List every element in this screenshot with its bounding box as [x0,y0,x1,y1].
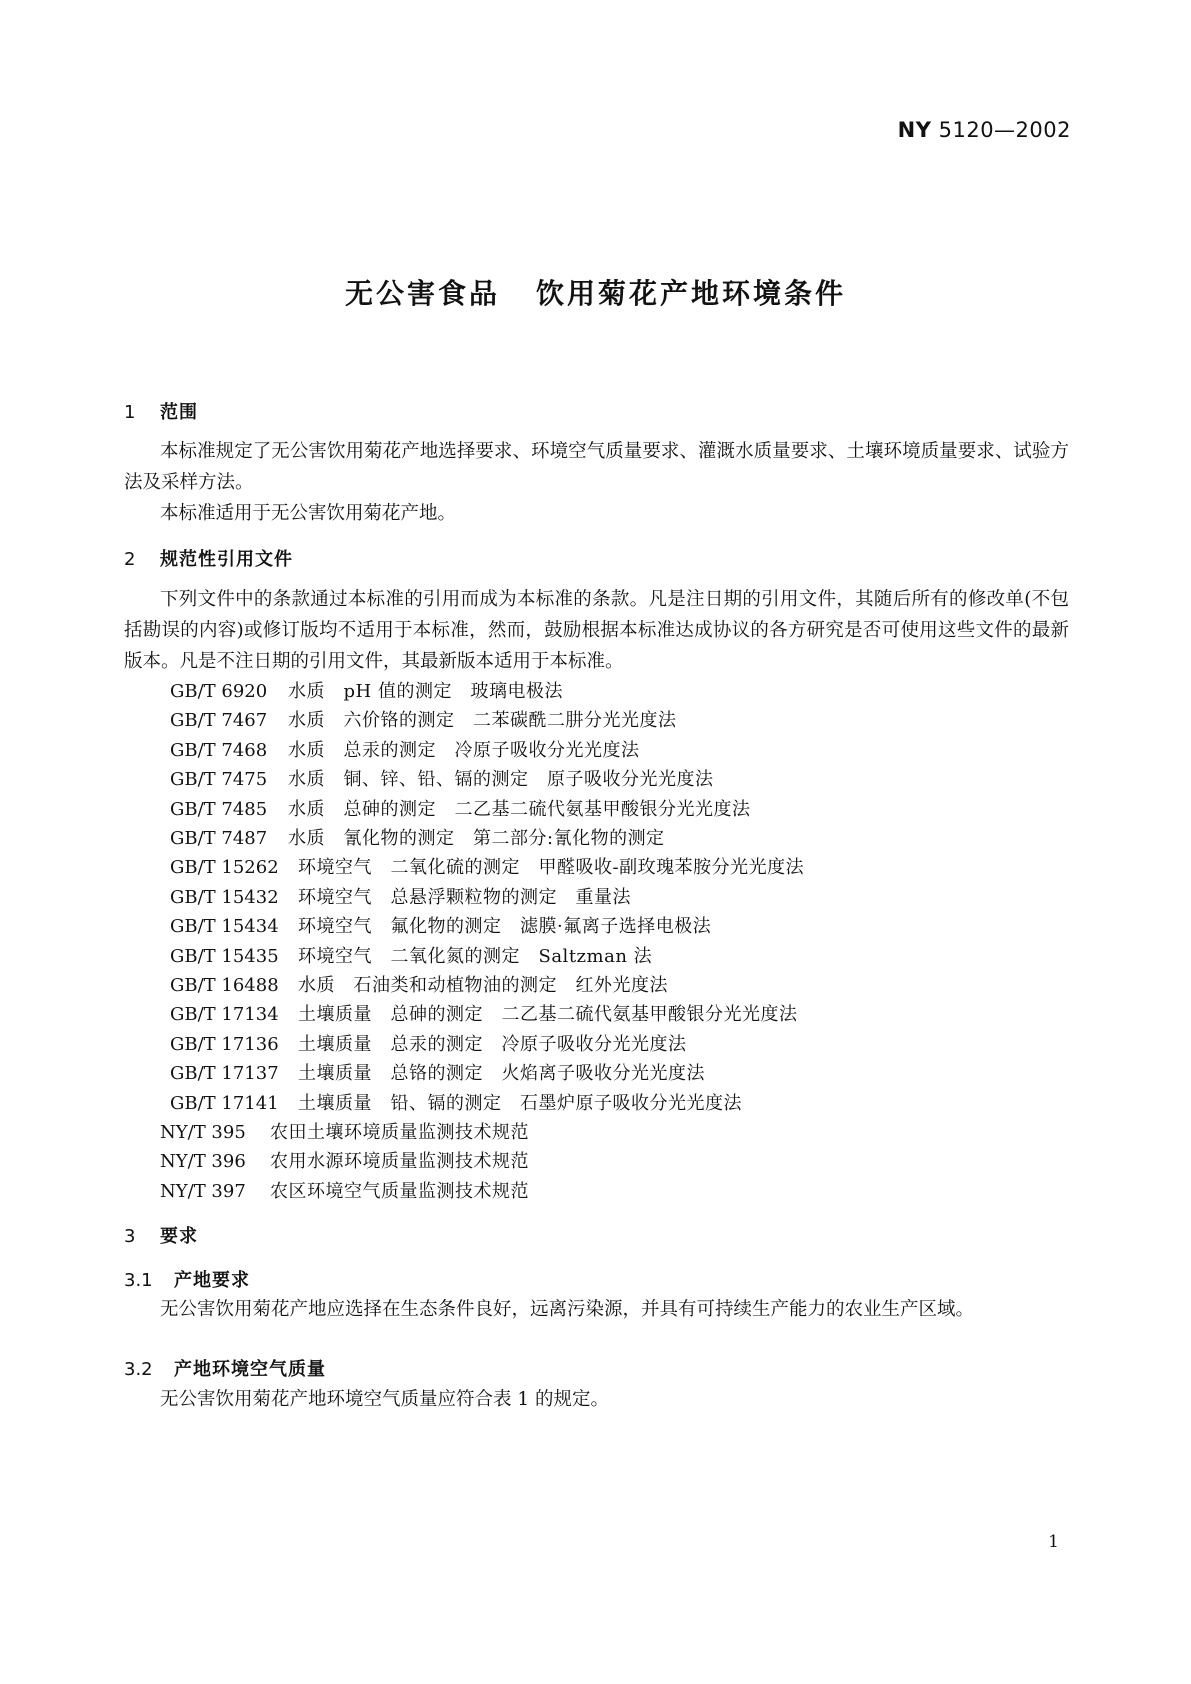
reference-title: 环境空气 二氧化硫的测定 甲醛吸收-副玫瑰苯胺分光光度法 [298,857,805,879]
reference-item [170,824,665,850]
reference-title: 土壤质量 总砷的测定 二乙基二硫代氨基甲酸银分光光度法 [298,1004,798,1026]
section-2-paragraph-1: 下列文件中的条款通过本标准的引用而成为本标准的条款。凡是注日期的引用文件，其随后所有的修改单(不包括勘误的内容)或修订版均不适用于本标准，然而，鼓励根据本标准达成协议的各方研究是否可使用这些文件的最新版本。凡是不注日期的引用文件，其最新版本适用于本标准。 [124,589,1069,672]
document-title [0,272,1191,312]
reference-title: 土壤质量 铅、镉的测定 石墨炉原子吸收分光光度法 [298,1092,742,1114]
reference-code: GB/T 7475 [170,769,268,791]
section-3-heading [124,1222,198,1248]
reference-code: GB/T 15432 [170,886,279,908]
section-3-title: 要求 [160,1226,198,1247]
reference-code: GB/T 7468 [170,739,268,761]
reference-item [170,1030,687,1056]
section-3-1-title: 产地要求 [174,1270,250,1291]
reference-item [170,883,631,909]
reference-code: NY/T 395 [160,1122,246,1143]
reference-code: GB/T 17134 [170,1004,279,1026]
reference-item [170,795,751,821]
reference-title: 农田土壤环境质量监测技术规范 [270,1122,529,1143]
reference-item [170,677,563,703]
reference-title: 水质 pH 值的测定 玻璃电极法 [288,681,563,702]
section-2-number: 2 [124,549,136,570]
section-1-title: 范围 [160,402,198,423]
section-3-1-number: 3.1 [124,1270,153,1291]
reference-item [160,1177,529,1203]
section-3-number: 3 [124,1226,136,1247]
reference-title: 水质 氰化物的测定 第二部分:氰化物的测定 [288,828,665,849]
reference-code: GB/T 17137 [170,1063,279,1085]
reference-item [170,706,677,732]
standard-code-prefix: NY [897,118,932,142]
reference-code: GB/T 16488 [170,975,279,996]
page-number: 1 [1048,1532,1059,1552]
section-3-1-heading [124,1266,250,1292]
section-1-number: 1 [124,402,136,423]
reference-item [170,1000,798,1026]
section-2-title: 规范性引用文件 [160,549,293,570]
section-1-paragraph-2: 本标准适用于无公害饮用菊花产地。 [160,503,457,524]
reference-item [160,1118,529,1144]
reference-code: NY/T 396 [160,1151,246,1173]
reference-item [170,912,711,938]
reference-code: GB/T 7485 [170,798,268,820]
reference-title: 水质 六价铬的测定 二苯碳酰二肼分光光度法 [288,710,677,732]
section-3-2-heading [124,1355,326,1381]
standard-code [898,118,1071,142]
standard-code-number: 5120—2002 [938,118,1071,142]
reference-title: 水质 总汞的测定 冷原子吸收分光光度法 [288,739,640,761]
reference-item [170,853,804,879]
reference-code: NY/T 397 [160,1180,246,1202]
section-2-heading [124,545,293,571]
section-3-2-number: 3.2 [124,1359,153,1380]
reference-title: 土壤质量 总汞的测定 冷原子吸收分光光度法 [298,1033,687,1055]
reference-item [170,971,668,997]
reference-title: 水质 石油类和动植物油的测定 红外光度法 [298,975,668,996]
reference-item [170,765,714,791]
section-3-2-paragraph: 无公害饮用菊花产地环境空气质量应符合表 1 的规定。 [160,1389,610,1410]
reference-title: 农区环境空气质量监测技术规范 [270,1180,529,1202]
reference-title: 农用水源环境质量监测技术规范 [270,1151,529,1173]
reference-code: GB/T 15434 [170,916,279,938]
reference-title: 水质 总砷的测定 二乙基二硫代氨基甲酸银分光光度法 [288,798,751,820]
reference-item [170,1089,742,1115]
reference-item [170,1059,705,1085]
reference-item [170,736,640,762]
title-part-2: 饮用菊花产地环境条件 [536,277,847,310]
reference-item [160,1147,529,1173]
reference-title: 环境空气 总悬浮颗粒物的测定 重量法 [298,886,631,908]
reference-title: 土壤质量 总铬的测定 火焰离子吸收分光光度法 [298,1063,705,1085]
reference-title: 环境空气 氟化物的测定 滤膜·氟离子选择电极法 [298,916,712,938]
reference-code: GB/T 7467 [170,710,268,732]
reference-code: GB/T 7487 [170,828,268,849]
reference-code: GB/T 15262 [170,857,279,879]
reference-title: 水质 铜、锌、铅、镉的测定 原子吸收分光光度法 [288,769,714,791]
reference-code: GB/T 15435 [170,945,279,967]
reference-code: GB/T 6920 [170,681,268,702]
reference-code: GB/T 17141 [170,1092,279,1114]
section-3-1-paragraph: 无公害饮用菊花产地应选择在生态条件良好，远离污染源，并具有可持续生产能力的农业生产区域。 [160,1299,975,1320]
section-1-paragraph-1: 本标准规定了无公害饮用菊花产地选择要求、环境空气质量要求、灌溉水质量要求、土壤环境质量要求、试验方法及采样方法。 [124,441,1069,493]
section-3-2-title: 产地环境空气质量 [174,1359,326,1380]
section-1-heading [124,398,198,424]
reference-item [170,942,652,968]
reference-title: 环境空气 二氧化氮的测定 Saltzman 法 [298,945,653,967]
reference-code: GB/T 17136 [170,1033,279,1055]
title-part-1: 无公害食品 [344,277,500,310]
